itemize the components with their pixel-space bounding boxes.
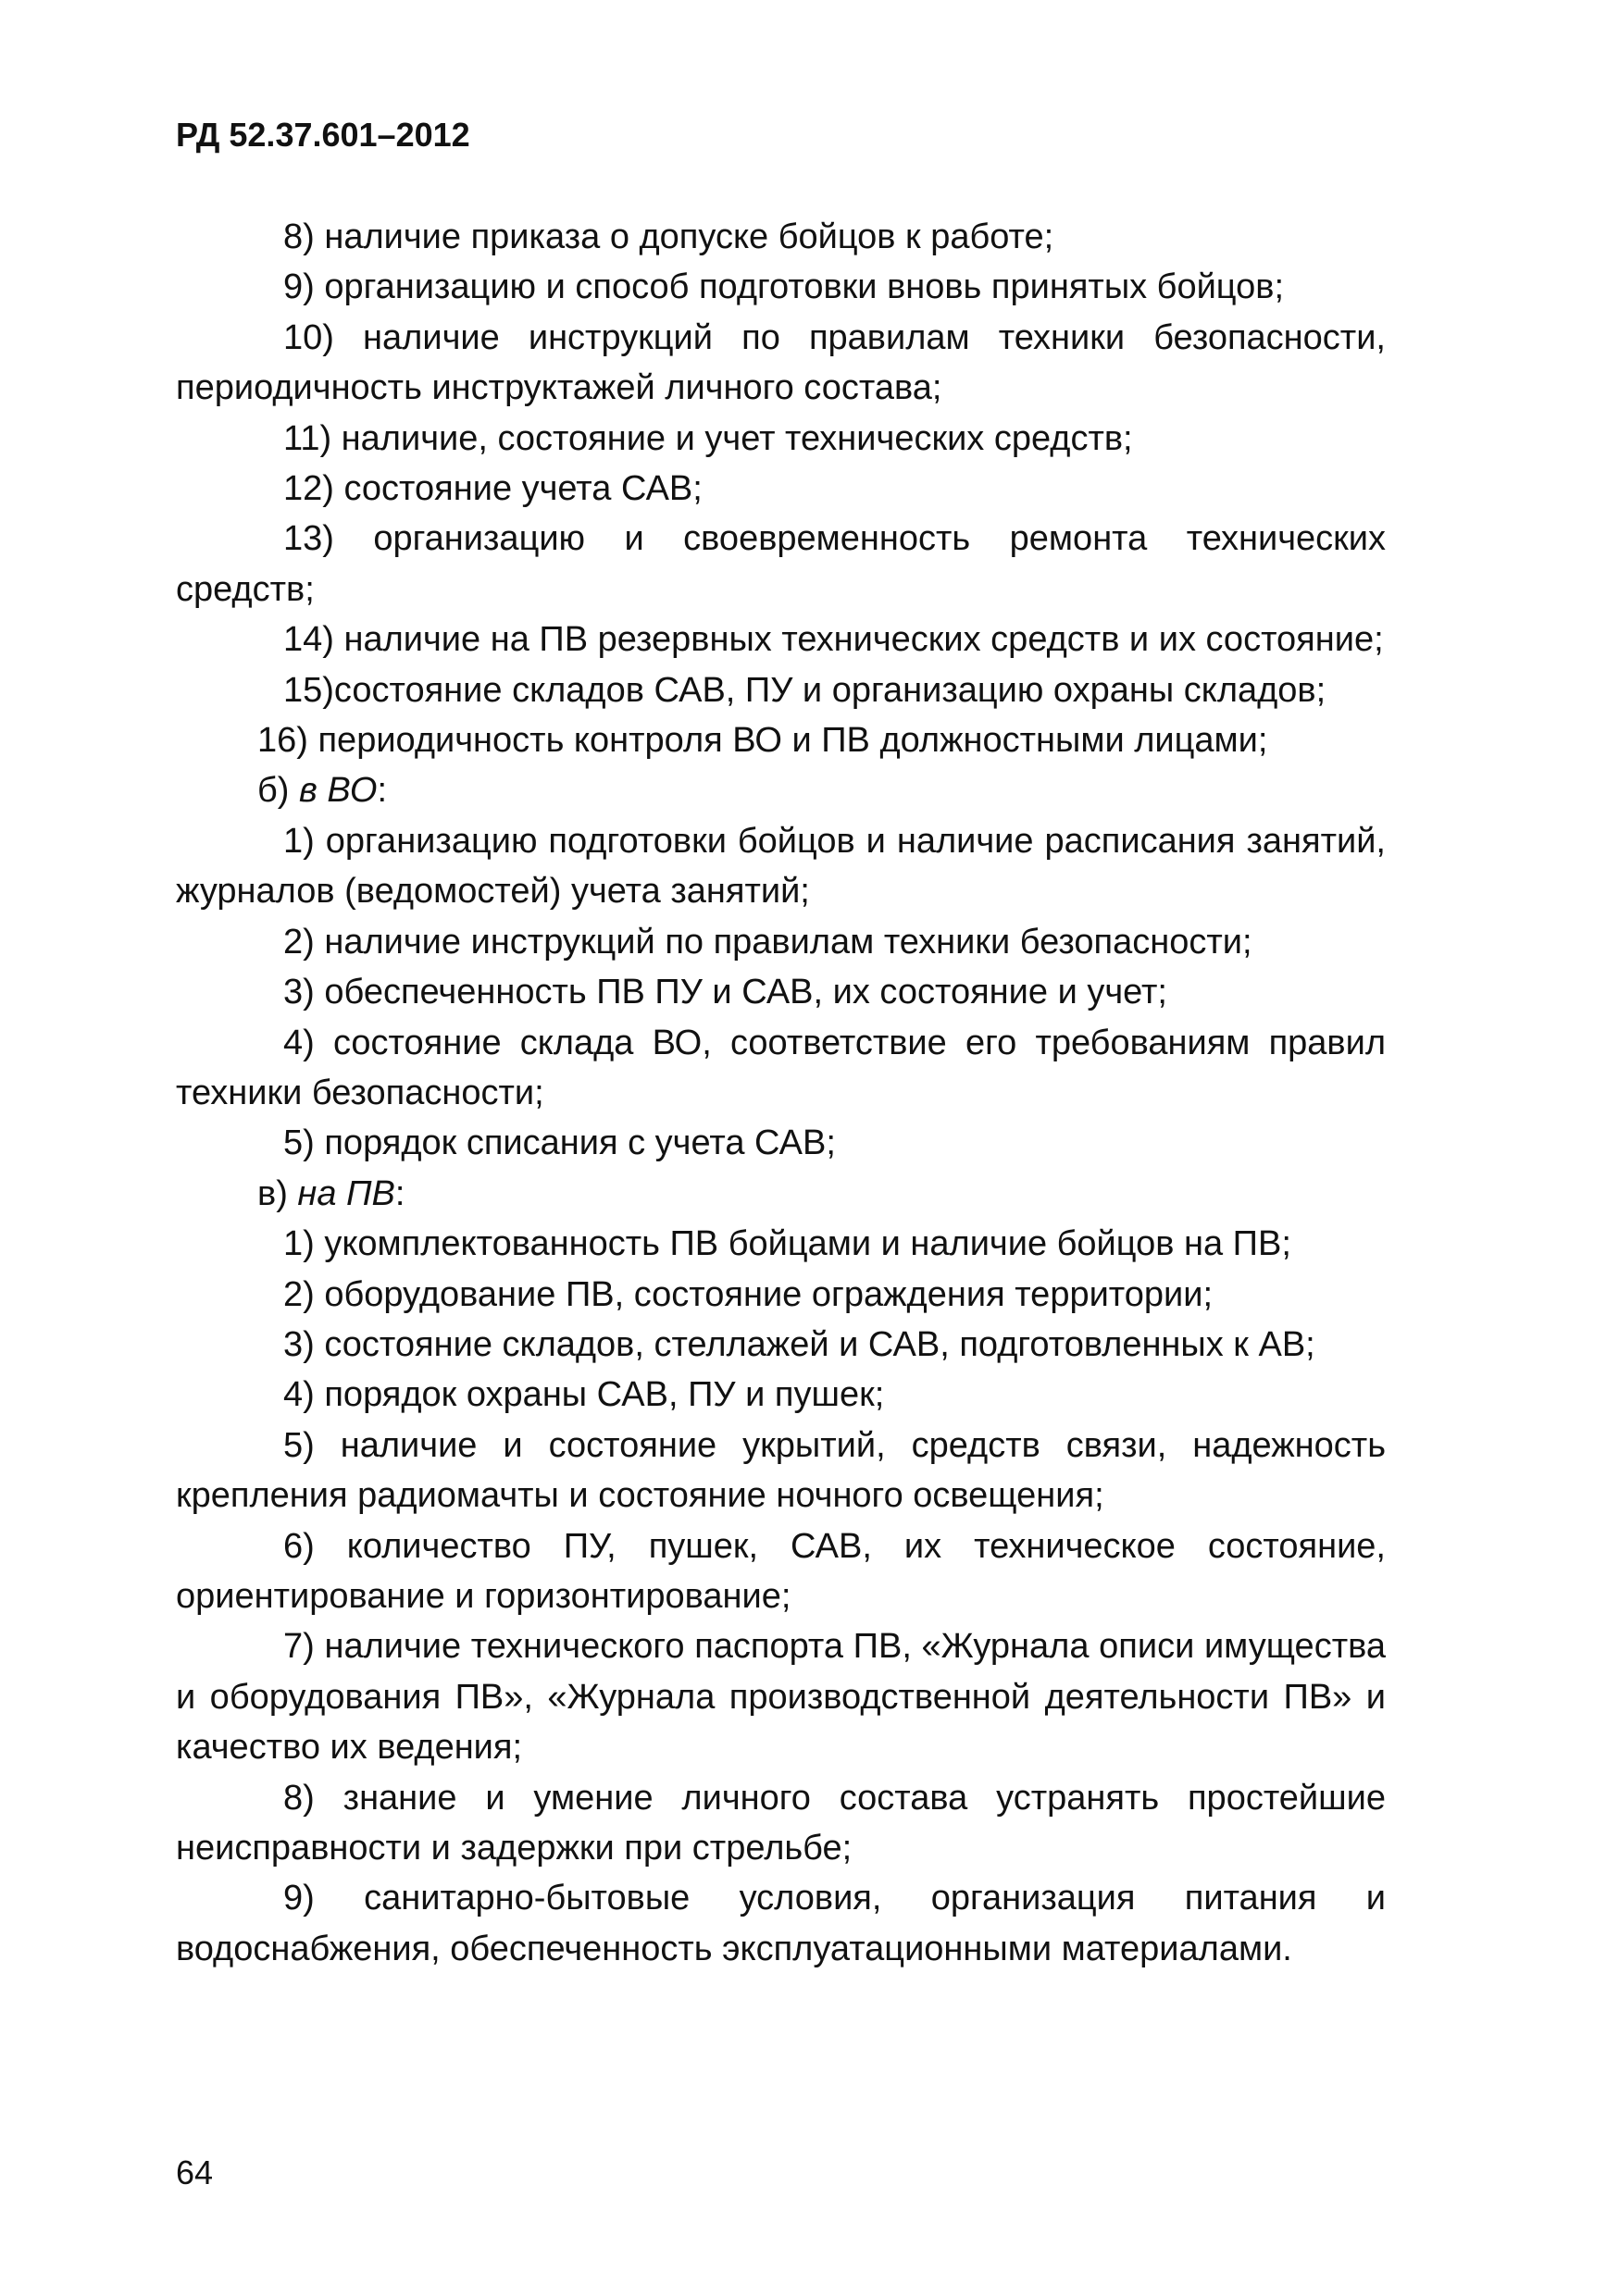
list-item bbox=[176, 1320, 1386, 1370]
item-number: 12) bbox=[283, 469, 334, 509]
list-item bbox=[176, 313, 1386, 414]
item-number: 8) bbox=[283, 1778, 315, 1818]
item-text: наличие и состояние укрытий, средств связи, надежность крепления радиомачты и состояние ночного освещения; bbox=[176, 1425, 1387, 1516]
list-item bbox=[176, 917, 1386, 967]
item-text: наличие на ПВ резервных технических средств и их состояние; bbox=[343, 620, 1384, 660]
list-item bbox=[176, 514, 1386, 614]
item-number: 2) bbox=[283, 922, 315, 962]
item-number: 4) bbox=[283, 1023, 315, 1062]
item-number: 4) bbox=[283, 1375, 315, 1415]
section-colon: : bbox=[394, 1173, 405, 1213]
list-item bbox=[176, 614, 1386, 664]
item-number: 9) bbox=[283, 1879, 315, 1918]
item-text: состояние склада ВО, соответствие его требованиям правил техники безопасности; bbox=[176, 1023, 1387, 1112]
list-item bbox=[176, 212, 1386, 262]
section-heading-b bbox=[176, 765, 1386, 815]
item-text: количество ПУ, пушек, САВ, их техническое состояние, ориентирование и горизонтирование; bbox=[176, 1526, 1386, 1616]
item-number: 15) bbox=[283, 670, 334, 710]
item-text: наличие инструкций по правилам техники безопасности; bbox=[324, 922, 1252, 962]
item-text: состояние складов, стеллажей и САВ, подготовленных к АВ; bbox=[324, 1324, 1315, 1364]
item-text: наличие, состояние и учет технических средств; bbox=[341, 418, 1133, 458]
list-item bbox=[176, 1421, 1386, 1521]
list-item bbox=[176, 967, 1386, 1017]
item-text: наличие инструкций по правилам техники безопасности, периодичность инструктажей личного состава; bbox=[176, 317, 1386, 408]
item-number: 14) bbox=[283, 620, 334, 660]
item-text: обеспеченность ПВ ПУ и САВ, их состояние и учет; bbox=[324, 973, 1167, 1012]
list-item bbox=[176, 1621, 1386, 1772]
section-title: в ВО bbox=[298, 771, 378, 811]
item-text: знание и умение личного состава устранять простейшие неисправности и задержки при стрельбе; bbox=[176, 1778, 1387, 1868]
item-number: 5) bbox=[283, 1425, 315, 1465]
list-item bbox=[176, 464, 1386, 514]
item-number: 1) bbox=[283, 821, 315, 861]
item-text: организацию и способ подготовки вновь принятых бойцов; bbox=[324, 267, 1285, 307]
list-item bbox=[176, 1118, 1386, 1168]
list-item bbox=[176, 414, 1386, 464]
item-text: наличие технического паспорта ПВ, «Журнала описи имущества и оборудования ПВ», «Журнала производственной деятельности ПВ» и качество их ведения; bbox=[176, 1627, 1386, 1768]
list-item bbox=[176, 1521, 1386, 1622]
list-item bbox=[176, 1773, 1386, 1874]
item-text: организацию и своевременность ремонта технических средств; bbox=[176, 519, 1386, 609]
item-text: наличие приказа о допуске бойцов к работе; bbox=[324, 217, 1054, 256]
item-number: 16) bbox=[257, 721, 308, 761]
item-number: 6) bbox=[283, 1526, 315, 1566]
section-letter: б) bbox=[257, 771, 290, 811]
item-number: 5) bbox=[283, 1123, 315, 1163]
item-text: порядок списания с учета САВ; bbox=[324, 1123, 836, 1163]
item-number: 8) bbox=[283, 217, 315, 256]
item-text: состояние учета САВ; bbox=[343, 469, 703, 509]
item-number: 10) bbox=[283, 317, 334, 357]
section-heading-c bbox=[176, 1169, 1386, 1219]
section-letter: в) bbox=[257, 1173, 288, 1213]
item-number: 9) bbox=[283, 267, 315, 307]
item-number: 3) bbox=[283, 973, 315, 1012]
list-item bbox=[176, 715, 1386, 765]
item-number: 11) bbox=[283, 418, 332, 458]
list-item bbox=[176, 816, 1386, 917]
page-number: 64 bbox=[176, 2153, 214, 2191]
item-text: укомплектованность ПВ бойцами и наличие бойцов на ПВ; bbox=[324, 1224, 1291, 1264]
list-item bbox=[176, 1018, 1386, 1119]
item-text: периодичность контроля ВО и ПВ должностными лицами; bbox=[318, 721, 1268, 761]
section-title: на ПВ bbox=[297, 1173, 395, 1213]
item-number: 1) bbox=[283, 1224, 315, 1264]
document-body bbox=[176, 212, 1386, 1974]
list-item bbox=[176, 665, 1386, 715]
item-number: 2) bbox=[283, 1274, 315, 1314]
item-number: 13) bbox=[283, 519, 334, 559]
document-code: РД 52.37.601–2012 bbox=[176, 116, 470, 154]
item-number: 3) bbox=[283, 1324, 315, 1364]
item-text: порядок охраны САВ, ПУ и пушек; bbox=[324, 1375, 885, 1415]
item-number: 7) bbox=[283, 1627, 315, 1667]
list-item bbox=[176, 1873, 1386, 1974]
list-item bbox=[176, 1370, 1386, 1420]
section-colon: : bbox=[377, 771, 388, 811]
item-text: оборудование ПВ, состояние ограждения территории; bbox=[324, 1274, 1214, 1314]
list-item bbox=[176, 1219, 1386, 1269]
item-text: санитарно-бытовые условия, организация питания и водоснабжения, обеспеченность эксплуатационными материалами. bbox=[176, 1879, 1386, 1968]
item-text: состояние складов САВ, ПУ и организацию охраны складов; bbox=[333, 670, 1326, 710]
item-text: организацию подготовки бойцов и наличие расписания занятий, журналов (ведомостей) учета занятий; bbox=[176, 821, 1386, 912]
list-item bbox=[176, 1270, 1386, 1320]
list-item bbox=[176, 262, 1386, 312]
